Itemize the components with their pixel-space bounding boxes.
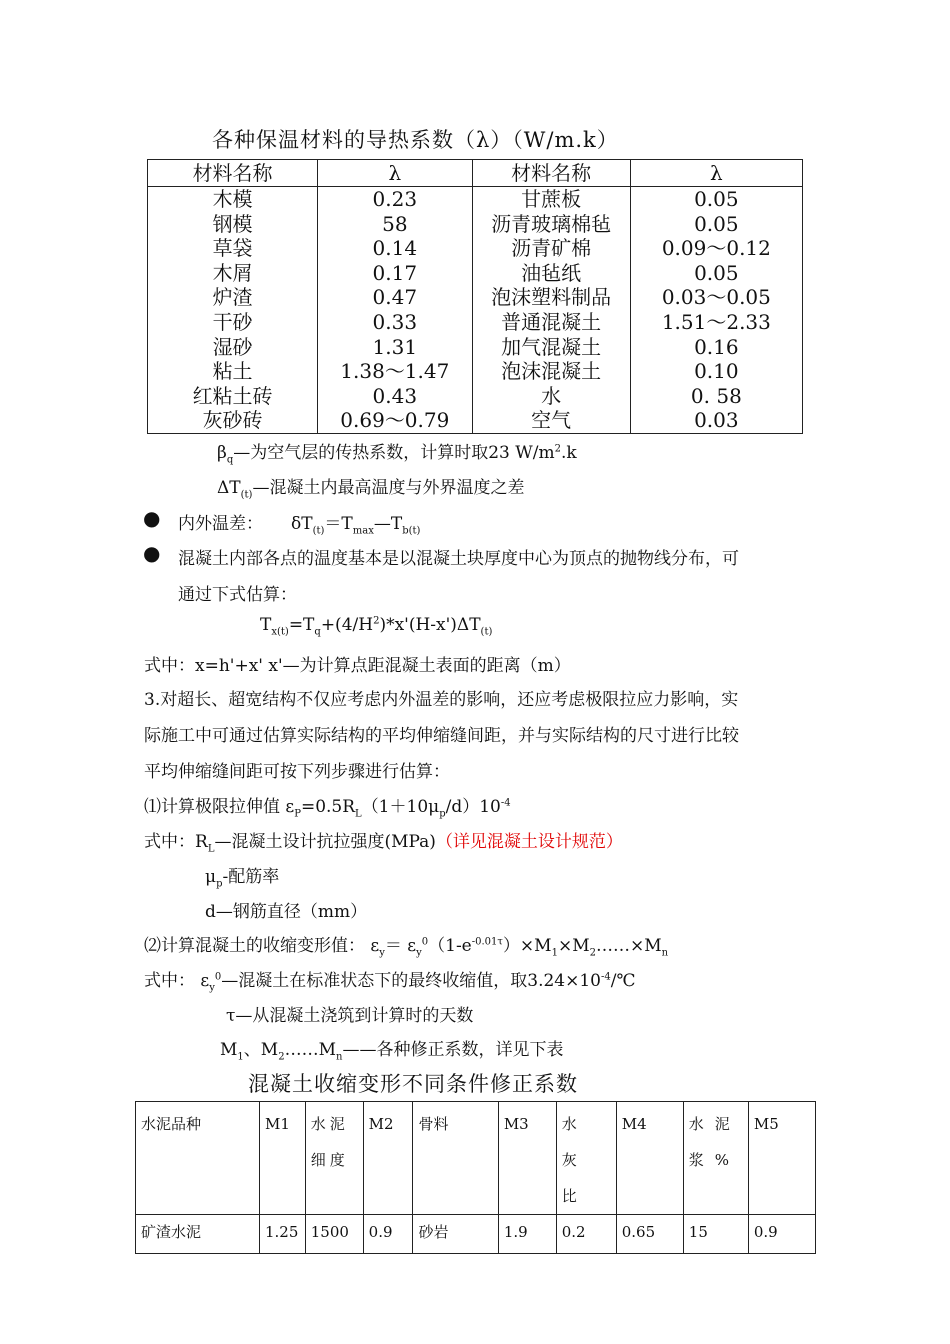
subscript: y bbox=[379, 947, 385, 959]
table-cell: 砂岩 bbox=[413, 1215, 498, 1254]
text-run: ⑵计算混凝土的收缩变形值： ε bbox=[144, 936, 380, 956]
superscript: 2 bbox=[554, 443, 561, 455]
subscript: 1 bbox=[551, 947, 558, 959]
subscript: p bbox=[439, 808, 446, 820]
subscript: max bbox=[352, 525, 374, 537]
text-run: ×M bbox=[557, 936, 590, 956]
step-2-formula bbox=[144, 931, 668, 958]
table-cell: 0.9 bbox=[363, 1215, 413, 1254]
beta-definition bbox=[217, 438, 577, 465]
subscript: 1 bbox=[237, 1051, 244, 1063]
paragraph-3-line1: 3.对超长、超宽结构不仅应考虑内外温差的影响，还应考虑极限拉应力影响，实 bbox=[144, 690, 739, 710]
table-cell: 0.05 bbox=[630, 187, 802, 212]
shrinkage-correction-table bbox=[135, 1101, 816, 1254]
text-run: —为空气层的传热系数，计算时取23 W/m bbox=[233, 443, 555, 463]
subscript: 2 bbox=[589, 947, 596, 959]
delta-t-definition bbox=[217, 473, 524, 500]
text-run: /d）10 bbox=[445, 797, 501, 817]
text-run: ……M bbox=[284, 1040, 337, 1060]
table-row bbox=[148, 359, 803, 384]
table-cell: 草袋 bbox=[148, 236, 318, 261]
subscript: y bbox=[209, 982, 215, 994]
text-run: 、M bbox=[243, 1040, 279, 1060]
step-1-formula bbox=[144, 792, 511, 819]
table-cell: 红粘土砖 bbox=[148, 384, 318, 409]
reinforcement-ratio-line bbox=[205, 862, 279, 889]
text-run: M bbox=[220, 1040, 238, 1060]
table-row bbox=[148, 261, 803, 286]
subscript: n bbox=[336, 1051, 343, 1063]
table-row bbox=[148, 285, 803, 310]
table-cell: 0.9 bbox=[748, 1215, 815, 1254]
table-cell: 1.38～1.47 bbox=[318, 359, 472, 384]
table-cell: 0.65 bbox=[616, 1215, 683, 1254]
bullet-icon: ● bbox=[143, 541, 161, 565]
superscript: 0 bbox=[214, 971, 222, 983]
table2-title: 混凝土收缩变形不同条件修正系数 bbox=[248, 1072, 578, 1096]
text-run: —混凝土设计抗拉强度(MPa) bbox=[214, 832, 436, 852]
header-material-2: 材料名称 bbox=[472, 160, 630, 187]
text-run: —混凝土在标准状态下的最终收缩值，取3.24×10 bbox=[221, 971, 601, 991]
table-cell: 水 bbox=[472, 384, 630, 409]
table-row bbox=[148, 236, 803, 261]
table-cell: 灰砂砖 bbox=[148, 408, 318, 433]
table-cell: 水灰比 bbox=[556, 1102, 616, 1215]
table-row bbox=[136, 1102, 816, 1215]
text-run: +(4/H bbox=[320, 615, 374, 635]
table-cell: 炉渣 bbox=[148, 285, 318, 310]
table-cell: 0.43 bbox=[318, 384, 472, 409]
parabola-text-line1: 混凝土内部各点的温度基本是以混凝土块厚度中心为顶点的抛物线分布，可 bbox=[178, 549, 739, 569]
subscript: x(t) bbox=[271, 626, 289, 638]
subscript: (t) bbox=[240, 489, 253, 501]
table-cell: 0.2 bbox=[556, 1215, 616, 1254]
subscript: L bbox=[355, 808, 362, 820]
text-run: T bbox=[260, 615, 272, 635]
subscript: n bbox=[661, 947, 669, 959]
table-cell: 1.51～2.33 bbox=[630, 310, 802, 335]
text-run: 式中：R bbox=[144, 832, 208, 852]
table-row bbox=[136, 1215, 816, 1254]
text-run: -配筋率 bbox=[222, 867, 280, 887]
text-run: /℃ bbox=[610, 971, 636, 991]
table-cell: 0.03～0.05 bbox=[630, 285, 802, 310]
table-cell: 0.05 bbox=[630, 212, 802, 237]
table-cell: 水泥品种 bbox=[136, 1102, 260, 1215]
header-lambda: λ bbox=[318, 160, 472, 187]
text-run: —混凝土内最高温度与外界温度之差 bbox=[252, 478, 525, 498]
subscript: L bbox=[207, 843, 215, 855]
thermal-conductivity-table bbox=[147, 159, 803, 434]
subscript: (t) bbox=[312, 525, 325, 537]
text-run: ——各种修正系数，详见下表 bbox=[342, 1040, 564, 1060]
header-material: 材料名称 bbox=[148, 160, 318, 187]
text-run: =0.5R bbox=[300, 797, 356, 817]
table-cell: 0.17 bbox=[318, 261, 472, 286]
table-cell: 1.31 bbox=[318, 335, 472, 360]
table-cell: M4 bbox=[616, 1102, 683, 1215]
temperature-formula bbox=[260, 615, 492, 637]
subscript: q bbox=[226, 454, 234, 466]
bullet-icon: ● bbox=[143, 506, 161, 530]
text-run: ＝T bbox=[324, 514, 353, 534]
table-cell: 木屑 bbox=[148, 261, 318, 286]
where-rl-line bbox=[144, 827, 623, 854]
subscript: P bbox=[294, 808, 301, 820]
where-epsilon-line bbox=[144, 966, 635, 993]
table-cell: 泡沫混凝土 bbox=[472, 359, 630, 384]
table-cell: 钢模 bbox=[148, 212, 318, 237]
superscript: 0 bbox=[421, 936, 429, 948]
table-cell: 0.10 bbox=[630, 359, 802, 384]
table-cell: 1.9 bbox=[498, 1215, 556, 1254]
where-x-line: 式中：x=h'+x' x'—为计算点距混凝土表面的距离（m） bbox=[144, 656, 571, 676]
table-cell: M5 bbox=[748, 1102, 815, 1215]
subscript: p bbox=[216, 878, 223, 890]
table-cell: 0.03 bbox=[630, 408, 802, 433]
text-run: .k bbox=[560, 443, 577, 463]
table-cell: 矿渣水泥 bbox=[136, 1215, 260, 1254]
table-cell: M3 bbox=[498, 1102, 556, 1215]
subscript: q bbox=[314, 626, 321, 638]
table-row bbox=[148, 212, 803, 237]
text-run: ΔT bbox=[217, 478, 241, 498]
table-cell: 加气混凝土 bbox=[472, 335, 630, 360]
text-run: μ bbox=[205, 867, 217, 887]
table-cell: 普通混凝土 bbox=[472, 310, 630, 335]
table-cell: 1.25 bbox=[260, 1215, 306, 1254]
table-cell: 0.05 bbox=[630, 261, 802, 286]
superscript: 2 bbox=[373, 615, 380, 627]
superscript: -4 bbox=[600, 971, 611, 983]
table-cell: 沥青矿棉 bbox=[472, 236, 630, 261]
table1-title: 各种保温材料的导热系数（λ）（W/m.k） bbox=[212, 128, 619, 152]
table-cell: 58 bbox=[318, 212, 472, 237]
table-cell: 木模 bbox=[148, 187, 318, 212]
text-run: ……×M bbox=[596, 936, 662, 956]
table-cell: 水泥细度 bbox=[305, 1102, 363, 1215]
header-lambda-2: λ bbox=[630, 160, 802, 187]
subscript: y bbox=[416, 947, 422, 959]
parabola-text-line2: 通过下式估算： bbox=[178, 585, 297, 605]
text-run: ⑴计算极限拉伸值 ε bbox=[144, 797, 295, 817]
table-cell: 甘蔗板 bbox=[472, 187, 630, 212]
rebar-diameter-line: d—钢筋直径（mm） bbox=[205, 902, 368, 922]
text-run: δT bbox=[291, 514, 313, 534]
table-cell: 15 bbox=[683, 1215, 748, 1254]
table-cell: 水泥浆% bbox=[683, 1102, 748, 1215]
table-cell: 0.47 bbox=[318, 285, 472, 310]
table-row bbox=[148, 384, 803, 409]
subscript: (t) bbox=[480, 626, 493, 638]
table-cell: 0. 58 bbox=[630, 384, 802, 409]
table-cell: 干砂 bbox=[148, 310, 318, 335]
text-run: 式中： ε bbox=[144, 971, 210, 991]
table-cell: 1500 bbox=[305, 1215, 363, 1254]
subscript: b(t) bbox=[402, 525, 421, 537]
tau-definition: τ—从混凝土浇筑到计算时的天数 bbox=[226, 1006, 474, 1026]
table-cell: 粘土 bbox=[148, 359, 318, 384]
table-cell: M1 bbox=[260, 1102, 306, 1215]
text-run: ）×M bbox=[502, 936, 552, 956]
table-cell: 泡沫塑料制品 bbox=[472, 285, 630, 310]
text-run: 内外温差： bbox=[178, 514, 263, 534]
table-cell: 湿砂 bbox=[148, 335, 318, 360]
table-cell: 空气 bbox=[472, 408, 630, 433]
design-code-note: （详见混凝土设计规范） bbox=[435, 832, 623, 852]
table-cell: 0.69～0.79 bbox=[318, 408, 472, 433]
text-run: =T bbox=[288, 615, 315, 635]
table-cell: 0.09～0.12 bbox=[630, 236, 802, 261]
text-run: )*x'(H-x')ΔT bbox=[379, 615, 481, 635]
text-run: —T bbox=[373, 514, 403, 534]
table-row bbox=[148, 310, 803, 335]
m-coefficients-line bbox=[220, 1035, 563, 1062]
text-run: ＝ ε bbox=[384, 936, 417, 956]
table-cell: 0.14 bbox=[318, 236, 472, 261]
superscript: -0.01τ bbox=[471, 936, 503, 948]
table-cell: 0.23 bbox=[318, 187, 472, 212]
table-cell: 油毡纸 bbox=[472, 261, 630, 286]
superscript: -4 bbox=[500, 797, 511, 809]
table-cell: 0.33 bbox=[318, 310, 472, 335]
paragraph-3-line3: 平均伸缩缝间距可按下列步骤进行估算： bbox=[144, 762, 450, 782]
subscript: 2 bbox=[278, 1051, 285, 1063]
paragraph-3-line2: 际施工中可通过估算实际结构的平均伸缩缝间距，并与实际结构的尺寸进行比较 bbox=[144, 726, 739, 746]
table-row bbox=[148, 335, 803, 360]
table-cell: 0.16 bbox=[630, 335, 802, 360]
text-run: （1-e bbox=[428, 936, 472, 956]
table-cell: M2 bbox=[363, 1102, 413, 1215]
temperature-difference-line bbox=[178, 509, 420, 536]
table-cell: 沥青玻璃棉毡 bbox=[472, 212, 630, 237]
table-row bbox=[148, 187, 803, 212]
table-row bbox=[148, 408, 803, 433]
text-run: （1＋10μ bbox=[361, 797, 440, 817]
text-run: β bbox=[217, 443, 227, 463]
table-cell: 骨料 bbox=[413, 1102, 498, 1215]
